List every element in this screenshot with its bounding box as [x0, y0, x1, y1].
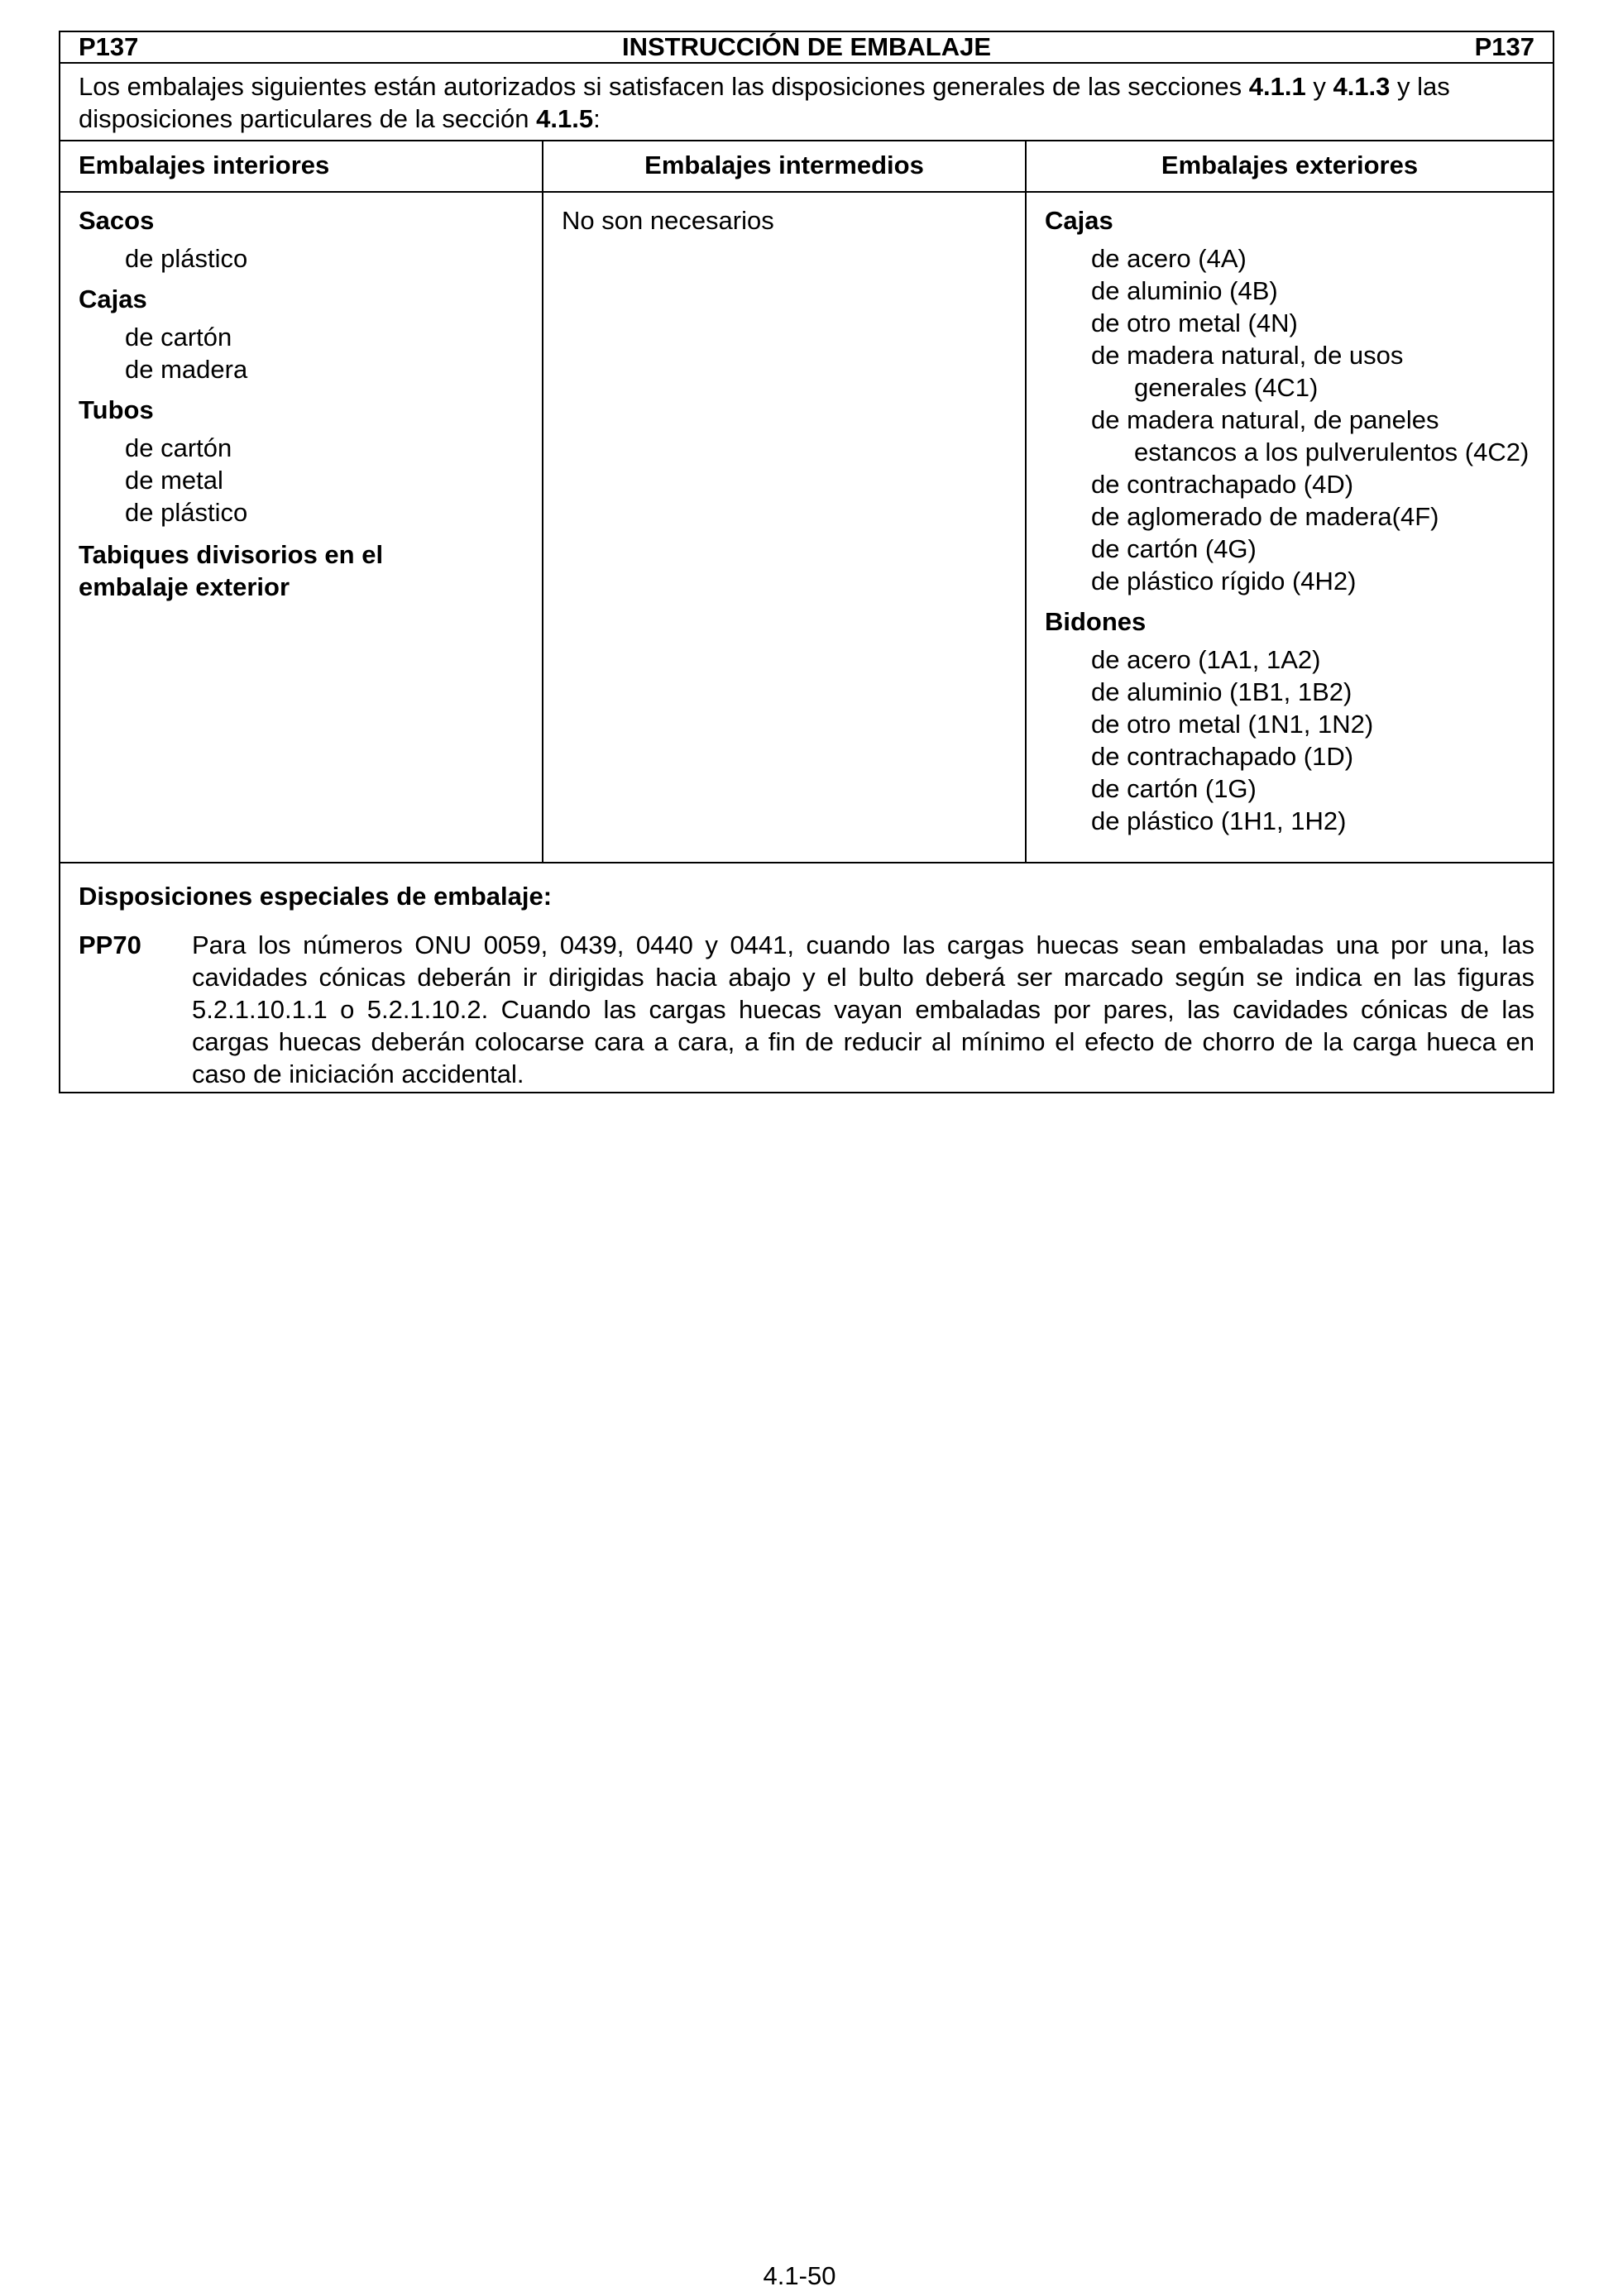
provision-code: PP70 — [79, 930, 141, 959]
group-items — [1091, 242, 1534, 597]
list-item: de contrachapado (1D) — [1091, 742, 1354, 771]
group-title: Bidones — [1045, 607, 1147, 636]
group-title: Tubos — [79, 395, 154, 424]
inner-packagings-cell — [60, 192, 543, 863]
packing-instruction-table — [59, 31, 1553, 1093]
column-header-intermediate: Embalajes intermedios — [543, 141, 1026, 192]
group-items — [1091, 643, 1534, 837]
list-item: de plástico rígido (4H2) — [1091, 567, 1357, 596]
list-item: de acero (4A) — [1091, 244, 1247, 273]
group-title: Cajas — [79, 285, 147, 313]
list-item: de otro metal (1N1, 1N2) — [1091, 710, 1374, 739]
intro-text: y — [1305, 72, 1333, 101]
special-provisions-title: Disposiciones especiales de embalaje: — [79, 882, 553, 911]
instruction-code-right: P137 — [1474, 32, 1534, 61]
group-items — [125, 242, 524, 275]
list-item: de aglomerado de madera(4F) — [1091, 502, 1439, 531]
list-item: de plástico (1H1, 1H2) — [1091, 806, 1347, 835]
list-item: de acero (1A1, 1A2) — [1091, 645, 1321, 674]
list-item: de plástico — [125, 244, 248, 273]
special-provision — [79, 929, 1534, 1090]
list-item: de madera natural, de paneles estancos a los pulverulentos (4C2) — [1091, 405, 1530, 466]
list-item: de cartón (1G) — [1091, 774, 1257, 803]
group-title-partitions: Tabiques divisorios en el embalaje exterior — [79, 540, 384, 601]
list-item: de plástico — [125, 498, 248, 527]
instruction-header-row — [60, 31, 1554, 63]
list-item: de metal — [125, 466, 223, 495]
list-item: de contrachapado (4D) — [1091, 470, 1354, 499]
intro-text: y las disposiciones particulares de la sección — [79, 72, 1450, 133]
intermediate-packagings-cell — [543, 192, 1026, 863]
list-item: de madera natural, de usos generales (4C1) — [1091, 341, 1404, 402]
list-item: de aluminio (4B) — [1091, 276, 1278, 305]
provision-text: Para los números ONU 0059, 0439, 0440 y 0441, cuando las cargas huecas sean embaladas una por una, las cavidades cónicas deberán ir dirigidas hacia abajo y el bulto deberá ser marcado según se indica en las figuras 5.2.1.10.1.1 o 5.2.1.10.2. Cuando las cargas huecas vayan embaladas por pares, las cavidades cónicas de las cargas huecas deberán colocarse cara a cara, a fin de reducir al mínimo el efecto de chorro de la carga hueca en caso de iniciación accidental. — [192, 930, 1535, 1088]
instruction-title: INSTRUCCIÓN DE EMBALAJE — [621, 32, 992, 61]
group-items — [125, 432, 524, 529]
section-ref: 4.1.1 — [1248, 72, 1306, 101]
list-item: de aluminio (1B1, 1B2) — [1091, 677, 1352, 706]
packaging-body-row — [60, 192, 1554, 863]
column-header-outer: Embalajes exteriores — [1026, 141, 1554, 192]
section-ref: 4.1.3 — [1333, 72, 1391, 101]
intro-paragraph — [79, 70, 1534, 135]
list-item: de otro metal (4N) — [1091, 309, 1298, 337]
group-items — [125, 321, 524, 385]
intermediate-text: No son necesarios — [562, 206, 774, 235]
outer-packagings-cell — [1026, 192, 1554, 863]
page-number: 4.1-50 — [763, 2261, 836, 2290]
list-item: de madera — [125, 355, 248, 384]
instruction-code-left: P137 — [79, 32, 139, 61]
column-header-row — [60, 141, 1554, 192]
intro-row — [60, 63, 1554, 141]
section-ref: 4.1.5 — [536, 104, 594, 133]
list-item: de cartón — [125, 323, 232, 352]
group-title: Cajas — [1045, 206, 1113, 235]
intro-text: Los embalajes siguientes están autorizados si satisfacen las disposiciones generales de las secciones — [79, 72, 1249, 101]
list-item: de cartón — [125, 433, 232, 462]
column-header-inner: Embalajes interiores — [60, 141, 543, 192]
special-provisions-cell — [60, 863, 1554, 1093]
special-provisions-row — [60, 863, 1554, 1093]
intro-text: : — [593, 104, 601, 133]
list-item: de cartón (4G) — [1091, 534, 1257, 563]
group-title: Sacos — [79, 206, 155, 235]
